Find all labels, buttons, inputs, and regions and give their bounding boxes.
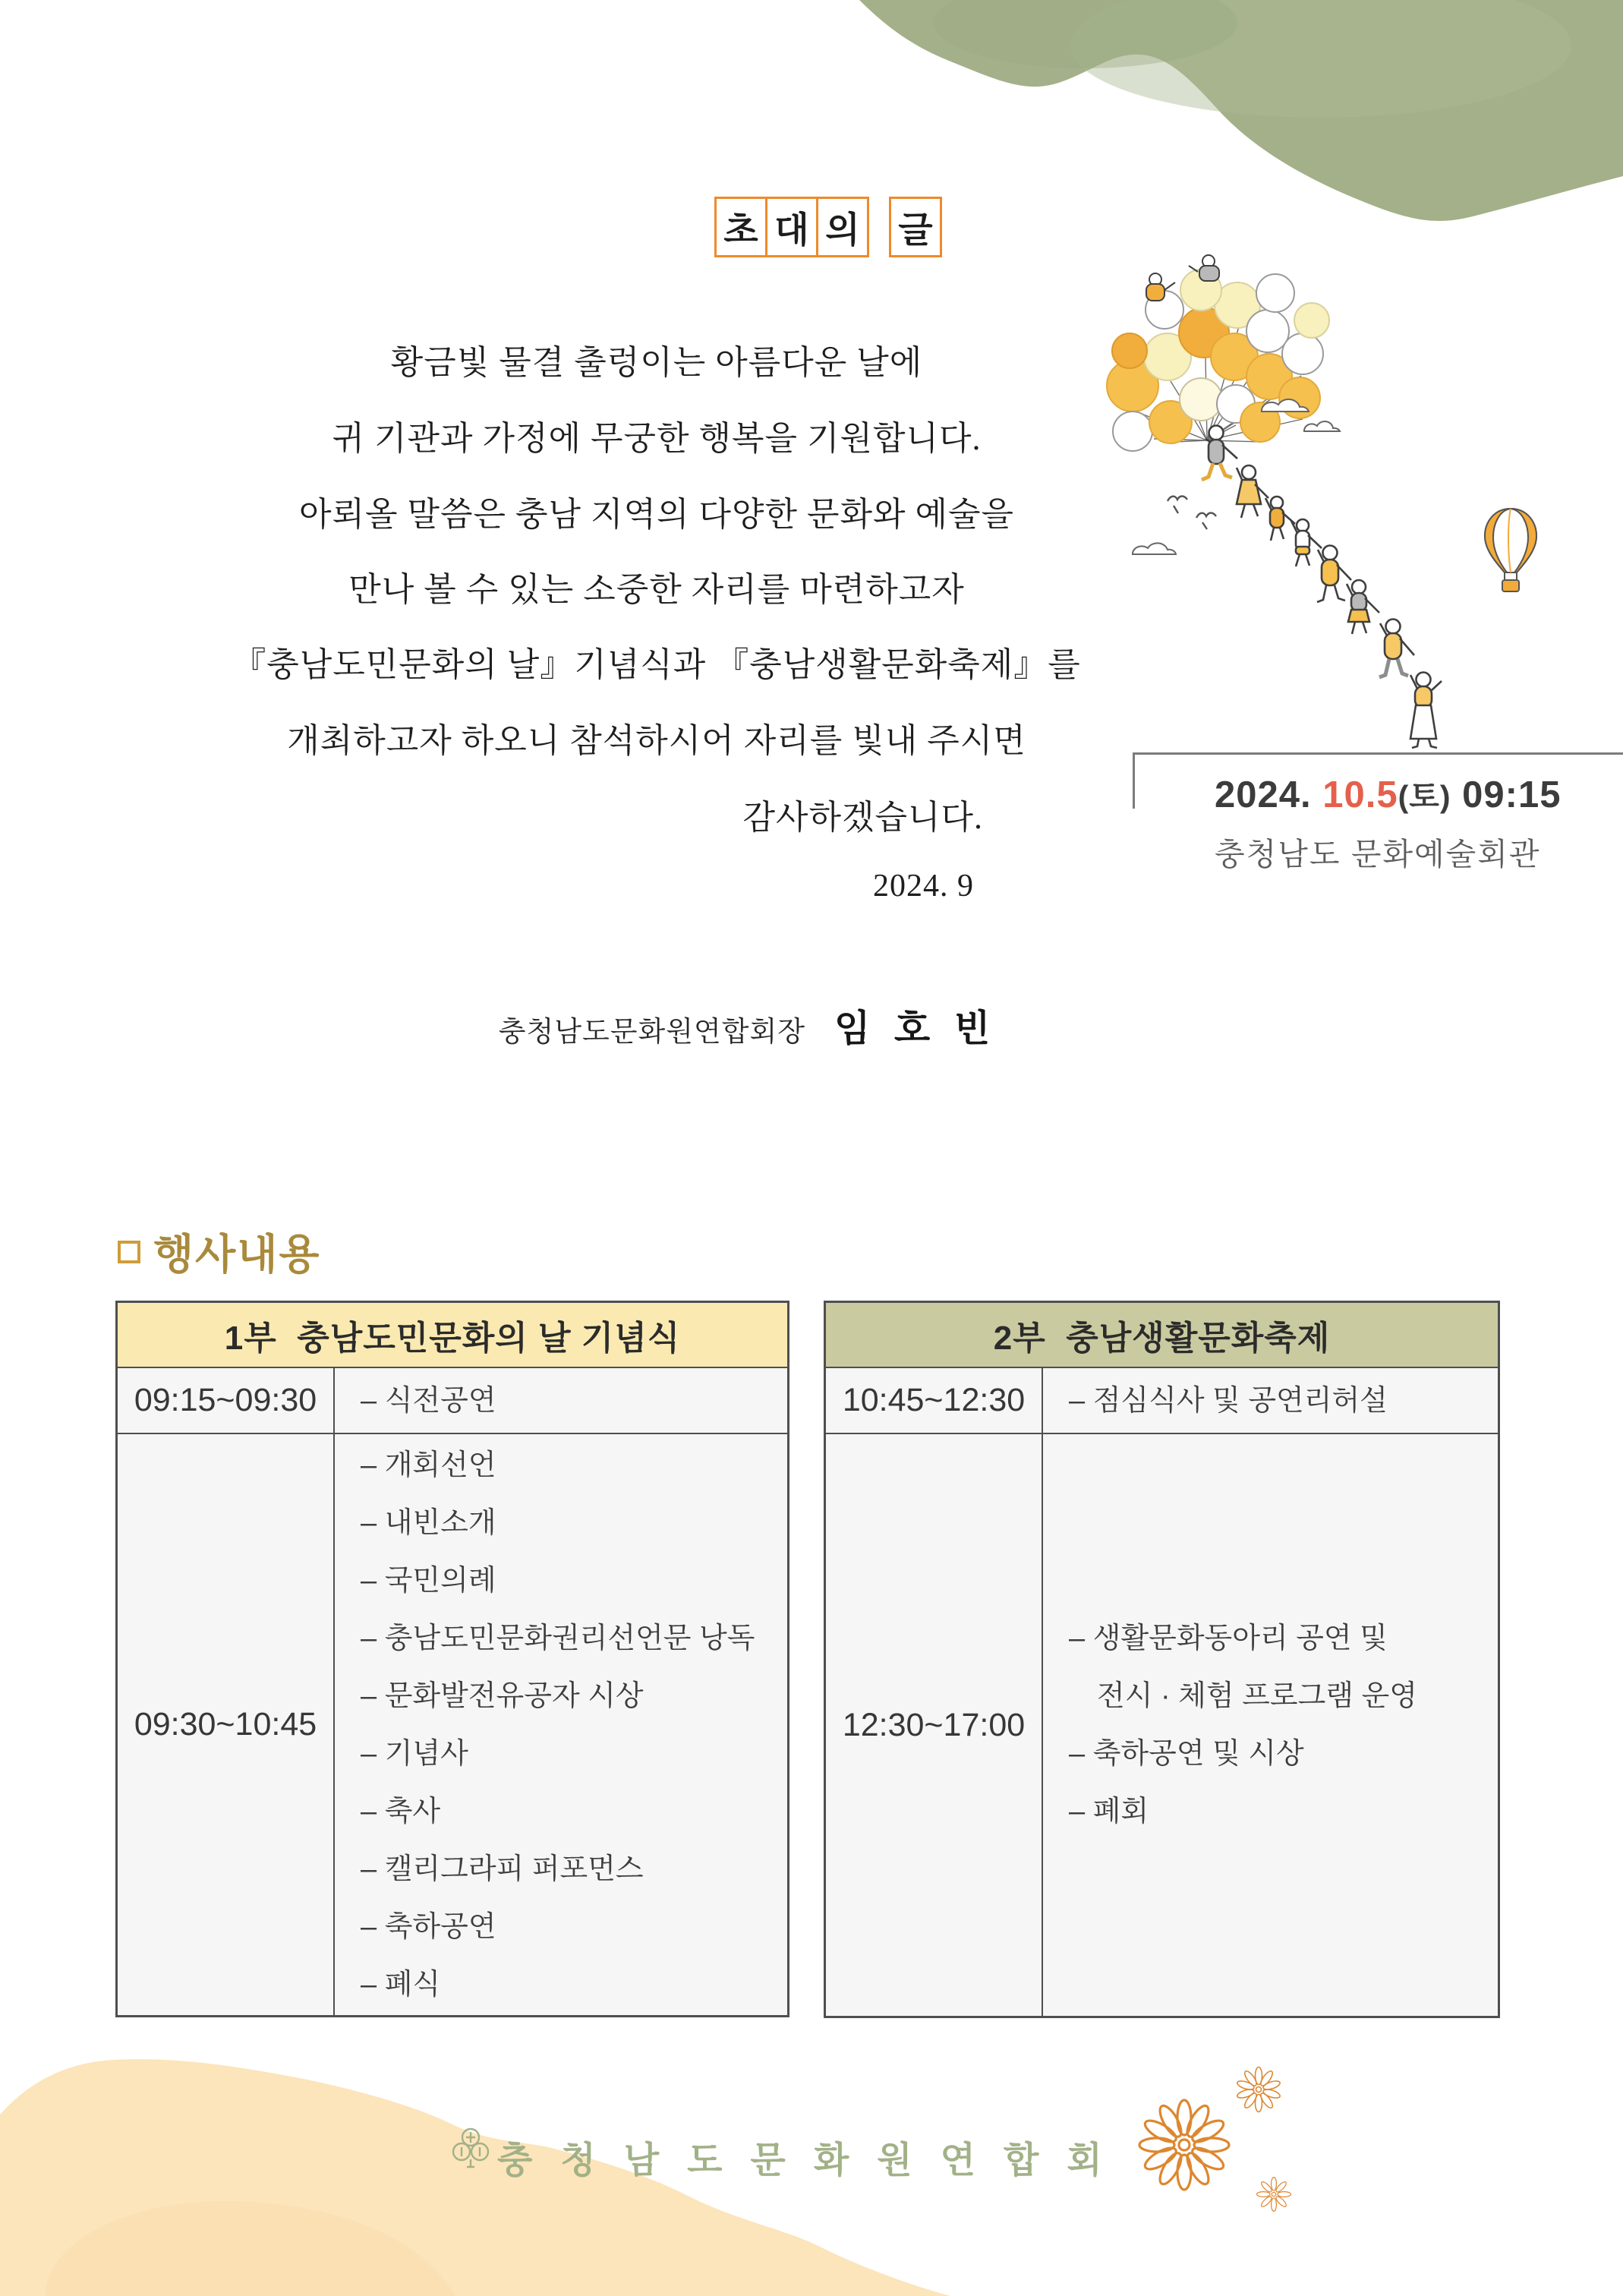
- signature-name: 임 호 빈: [834, 1008, 997, 1049]
- invitation-line: 황금빛 물결 출렁이는 아름다운 날에: [390, 344, 923, 381]
- table-part1: [115, 1301, 789, 2017]
- invitation-line: 개최하고자 하오니 참석하시어 자리를 빛내 주시면: [287, 722, 1026, 759]
- event-venue: 충청남도 문화예술회관: [1215, 837, 1541, 872]
- schedule-item: – 폐식: [361, 1968, 441, 2001]
- time-cell: 12:30~17:00: [826, 1434, 1043, 2016]
- signature: [444, 999, 1051, 1052]
- section-bullet-square: [118, 1241, 140, 1263]
- title-char-box: 대: [765, 197, 818, 257]
- items-cell: [1043, 1434, 1498, 2016]
- event-datetime: 2024. 10.5(토) 09:15: [1215, 774, 1562, 815]
- schedule-item: – 문화발전유공자 시상: [361, 1679, 644, 1712]
- time-cell: 09:15~09:30: [118, 1368, 335, 1433]
- schedule-item: – 축사: [361, 1795, 441, 1828]
- footer-org-name: 충청남도문화원연합회: [497, 2140, 1130, 2181]
- invitation-line: 귀 기관과 가정에 무궁한 행복을 기원합니다.: [332, 420, 982, 457]
- items-cell: [335, 1368, 787, 1433]
- signature-org: 충청남도문화원연합회장: [498, 1016, 805, 1047]
- schedule-item: – 국민의례: [361, 1564, 496, 1597]
- table-row: [826, 1434, 1498, 2016]
- table-row: [118, 1368, 787, 1434]
- schedule-item: – 개회선언: [361, 1449, 496, 1481]
- schedule-item: – 충남도민문화권리선언문 낭독: [361, 1622, 755, 1654]
- table-row: [826, 1368, 1498, 1434]
- footer-orange-flowers: [1093, 2058, 1313, 2247]
- schedule-item: – 기념사: [361, 1737, 468, 1770]
- schedule-item: – 축하공연 및 시상: [1069, 1738, 1304, 1770]
- date-block-rule-horizontal: [1133, 752, 1623, 755]
- date-block-rule-vertical: [1133, 752, 1135, 809]
- page-title: [714, 197, 942, 257]
- time-cell: 10:45~12:30: [826, 1368, 1043, 1433]
- schedule-item: – 점심식사 및 공연리허설: [1069, 1384, 1388, 1417]
- schedule-item: – 내빈소개: [361, 1506, 496, 1539]
- balloon-people-illustration: [1086, 251, 1623, 761]
- table-part2-header: 2부 충남생활문화축제: [826, 1303, 1498, 1368]
- title-char-box: 의: [816, 197, 869, 257]
- table-part2: [824, 1301, 1500, 2018]
- time-cell: 09:30~10:45: [118, 1434, 335, 2015]
- invitation-line: 감사하겠습니다.: [742, 799, 983, 836]
- green-watercolor-blob: [835, 0, 1623, 243]
- schedule-item: – 폐회: [1069, 1796, 1149, 1828]
- items-cell: [335, 1434, 787, 2015]
- invitation-date: 2024. 9: [873, 869, 974, 904]
- schedule-item: – 캘리그라피 퍼포먼스: [361, 1853, 644, 1885]
- schedule-item: – 생활문화동아리 공연 및: [1069, 1623, 1388, 1654]
- title-char-box: 글: [889, 197, 942, 257]
- table-part1-header: 1부 충남도민문화의 날 기념식: [118, 1303, 787, 1368]
- schedule-item: 전시 · 체험 프로그램 운영: [1097, 1680, 1417, 1712]
- invitation-line: 『충남도민문화의 날』기념식과 『충남생활문화축제』를: [232, 646, 1081, 683]
- invitation-line: 아뢰올 말씀은 충남 지역의 다양한 문화와 예술을: [298, 496, 1015, 533]
- event-date-highlight: 10.5: [1322, 774, 1398, 815]
- invitation-line: 만나 볼 수 있는 소중한 자리를 마련하고자: [348, 571, 965, 608]
- items-cell: [1043, 1368, 1498, 1433]
- title-char-box: 초: [714, 197, 767, 257]
- footer-flower-logo-icon: [451, 2126, 490, 2171]
- schedule-item: – 축하공연: [361, 1910, 496, 1943]
- section-title: 행사내용: [153, 1231, 321, 1278]
- table-row: [118, 1434, 787, 2015]
- schedule-item: – 식전공연: [361, 1384, 496, 1417]
